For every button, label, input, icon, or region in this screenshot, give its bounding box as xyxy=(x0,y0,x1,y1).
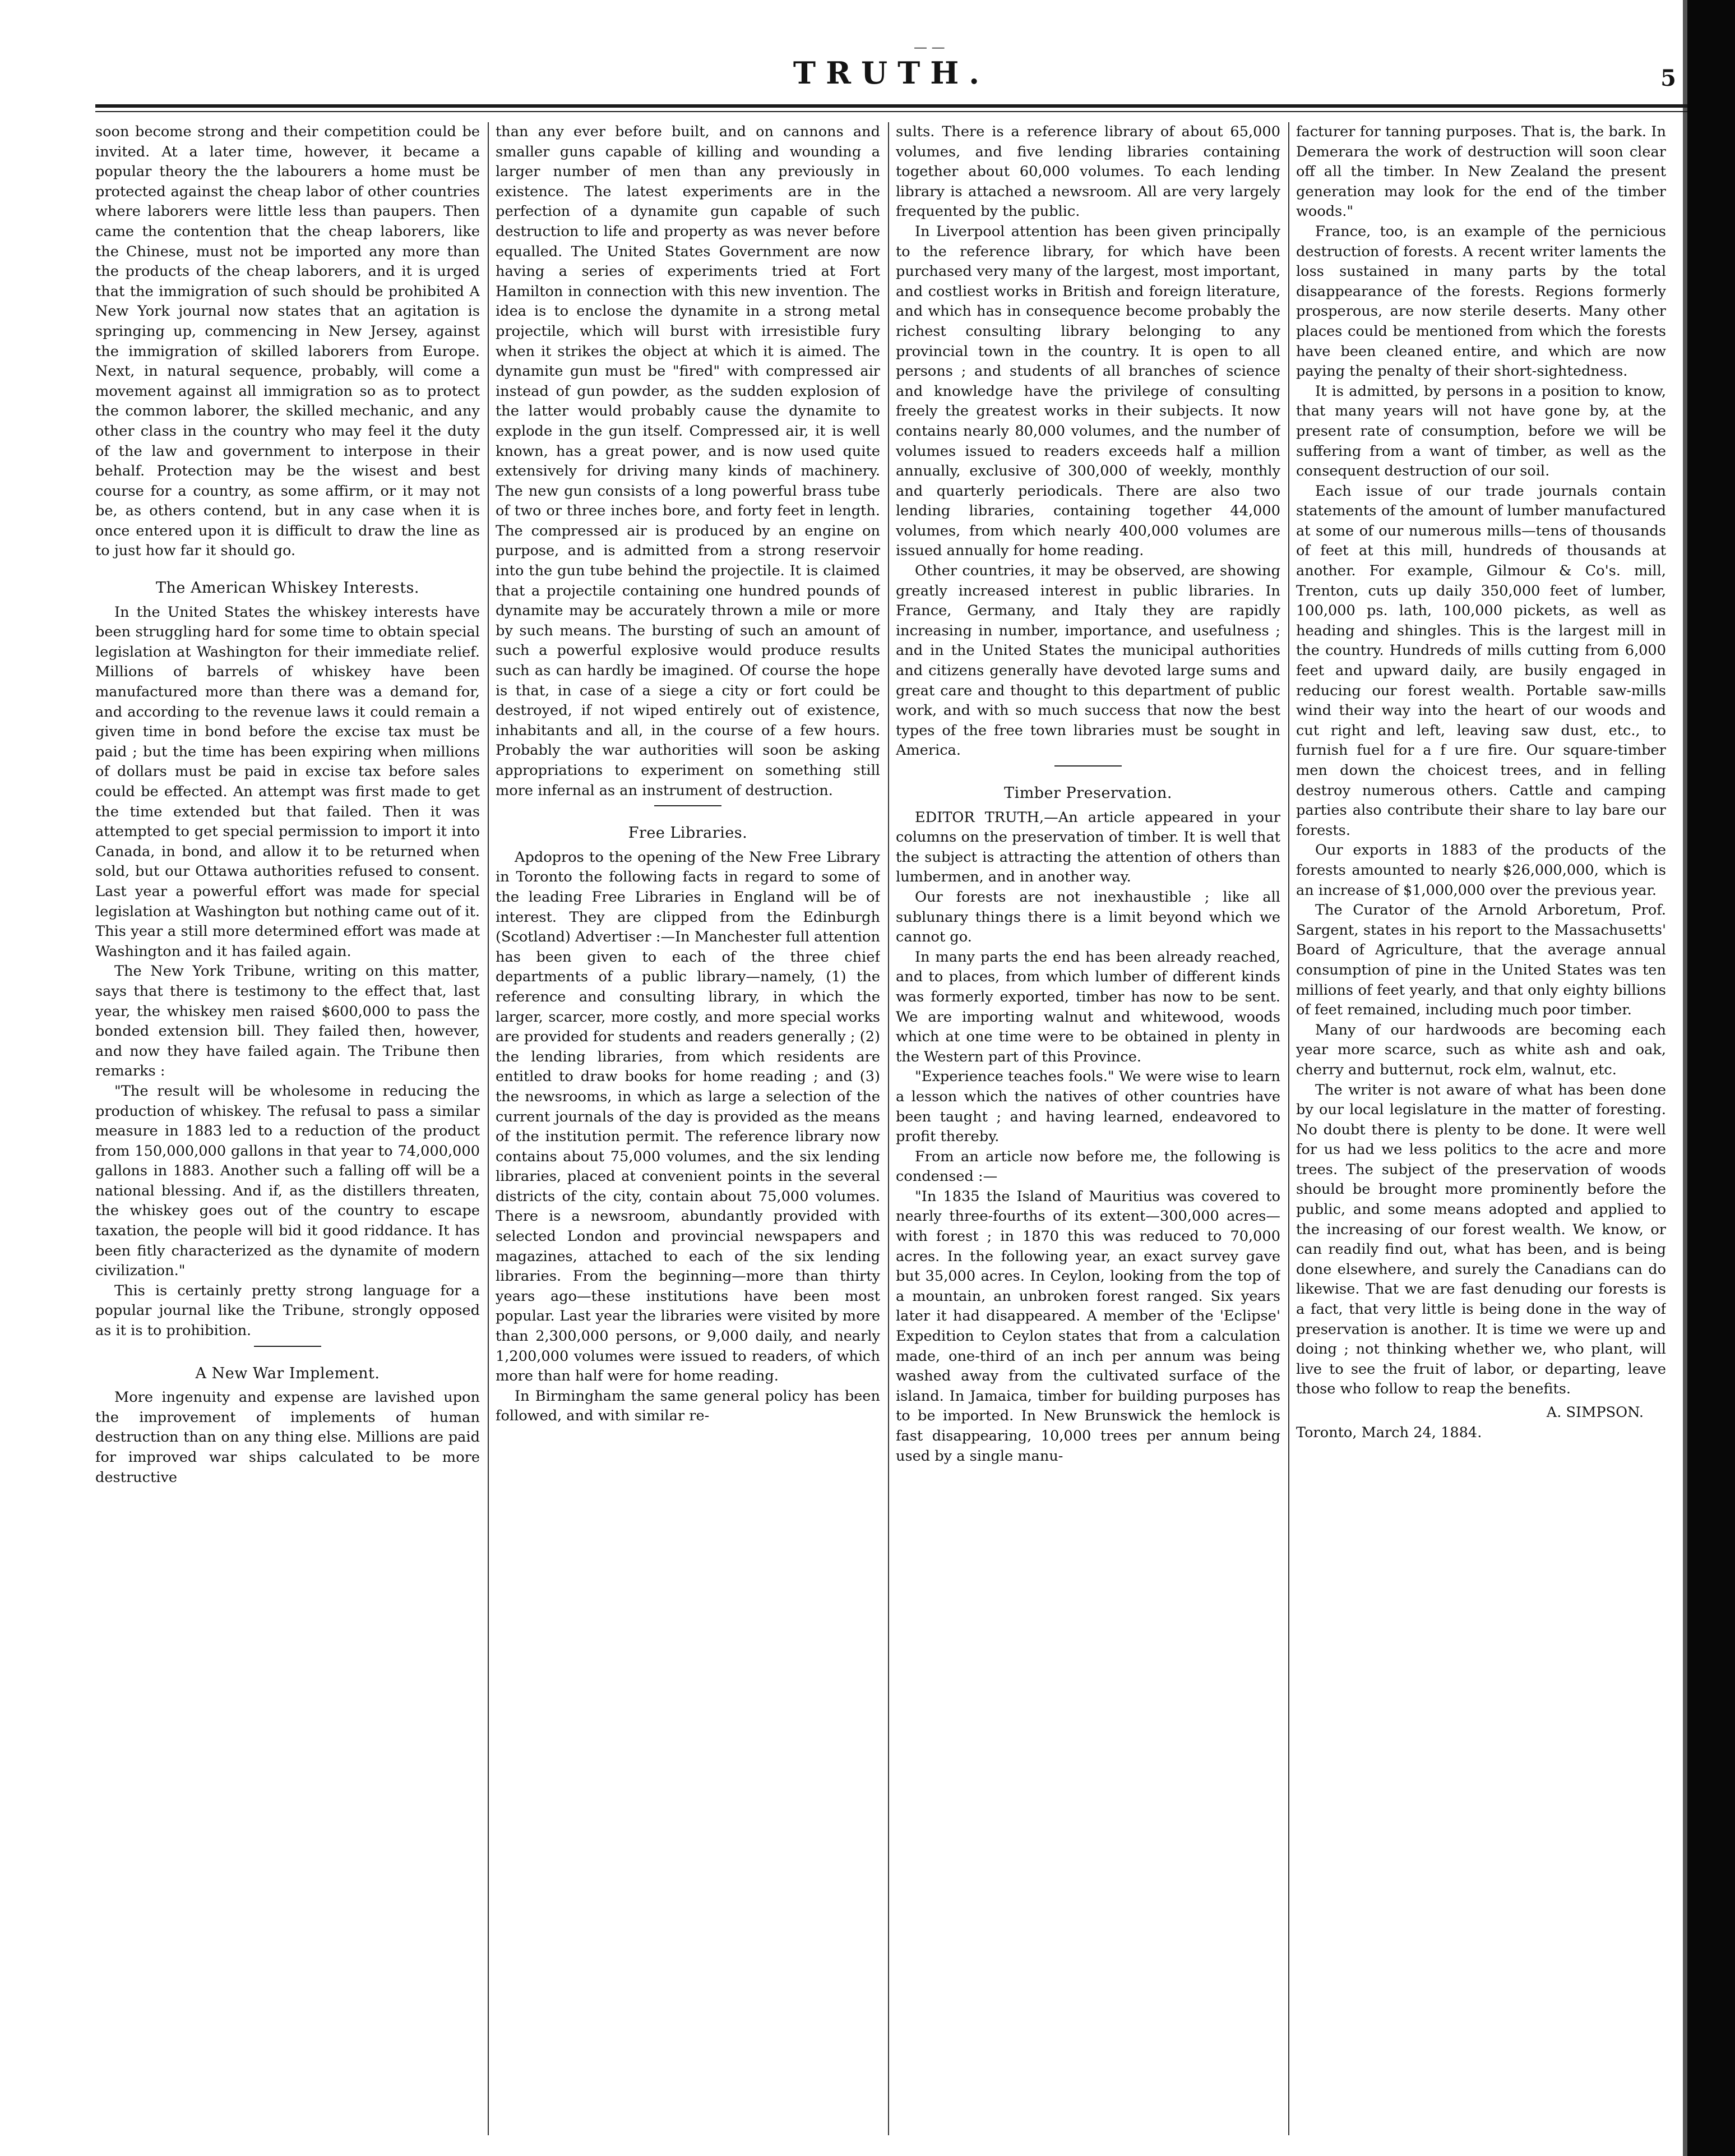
column-divider xyxy=(488,122,489,2135)
paragraph: In Birmingham the same general policy has been followed, and with similar re- xyxy=(496,1387,880,1425)
paragraph: Other countries, it may be observed, are showing greatly increased interest in public libraries. In France, Germany, and Italy they are rapidly increasing in number, importance, and usefulness ; and in the United States the municipal authorities and citizens generally have devoted large sums and great care and thought to this department of public work, and with so much success that now the best types of the free town libraries must be sought in America. xyxy=(896,562,1280,759)
paragraph: In many parts the end has been already reached, and to places, from which lumber of different kinds was formerly exported, timber has now to be sent. We are importing walnut and whitewood, woods which at one time were to be obtained in plenty in the Western part of this Province. xyxy=(896,948,1280,1065)
scan-edge-black xyxy=(1687,0,1735,2156)
paragraph: The Curator of the Arnold Arboretum, Prof. Sargent, states in his report to the Massachusetts' Board of Agriculture, that the average annual consumption of pine in the United States was ten millions of feet yearly, and that only eighty billions of feet remained, including much poor timber. xyxy=(1296,902,1666,1019)
masthead-title: TRUTH. xyxy=(793,55,990,91)
newspaper-page xyxy=(95,0,1687,2156)
paragraph: sults. There is a reference library of about 65,000 volumes, and five lending libraries containing together about 60,000 volumes. To each lending library is attached a newsroom. All are very largely frequented by the public. xyxy=(896,123,1280,220)
paragraph: The New York Tribune, writing on this matter, says that there is testimony to the effect that, last year, the whiskey men raised $600,000 to pass the bonded extension bill. They failed then, however, and now they have failed again. The Tribune then remarks : xyxy=(95,963,480,1080)
paragraph: In Liverpool attention has been given principally to the reference library, for which have been purchased very many of the largest, most important, and costliest works in British and foreign literature, and which has in consequence become probably the richest consulting library belonging to any provincial town in the country. It is open to all persons ; and students of all branches of science and knowledge have the privilege of consulting freely the greatest works in their subjects. It now contains nearly 80,000 volumes, and the number of volumes issued to readers exceeds half a million annually, exclusive of 300,000 of weekly, monthly and quarterly periodicals. There are also two lending libraries, containing together 44,000 volumes, from which nearly 400,000 volumes are issued annually for home reading. xyxy=(896,223,1280,560)
paragraph: EDITOR TRUTH,—An article appeared in your columns on the preservation of timber. It is well that the subject is attracting the attention of others than lumbermen, and in another way. xyxy=(896,809,1280,886)
column-3 xyxy=(896,122,1280,2135)
paragraph: It is admitted, by persons in a position to know, that many years will not have gone by, at the present rate of consumption, before we will be suffering from a want of timber, as well as the consequent destruction of our soil. xyxy=(1296,382,1666,480)
section-rule xyxy=(254,1346,321,1347)
paragraph: Our exports in 1883 of the products of the forests amounted to nearly $26,000,000, which is an increase of $1,000,000 over the previous year. xyxy=(1296,842,1666,899)
paragraph: This is certainly pretty strong language for a popular journal like the Tribune, strongly opposed as it is to prohibition. xyxy=(95,1282,480,1340)
headline-timber-preservation: Timber Preservation. xyxy=(1004,784,1172,802)
paragraph: Each issue of our trade journals contain statements of the amount of lumber manufactured at some of our numerous mills—tens of thousands of feet at this mill, hundreds of thousands at another. For example, Gilmour & Co's. mill, Trenton, cuts up daily 350,000 feet of lumber, 100,000 ps. lath, 100,000 pickets, as well as heading and shingles. This is the largest mill in the country. Hundreds of mills cutting from 6,000 feet and upward daily, are busily engaged in reducing our forest wealth. Portable saw-mills wind their way into the heart of our woods and cut right and left, leaving saw dust, etc., to furnish fuel for a f ure fire. Our square-timber men down the choicest trees, and in felling destroy numerous others. Cattle and camping parties also contribute their share to lay bare our forests. xyxy=(1296,482,1666,839)
article-columns xyxy=(95,122,1687,2135)
paragraph: Many of our hardwoods are becoming each year more scarce, such as white ash and oak, cherry and butternut, rock elm, walnut, etc. xyxy=(1296,1021,1666,1078)
paragraph: facturer for tanning purposes. That is, the bark. In Demerara the work of destruction will soon clear off all the timber. In New Zealand the present generation may look for the end of the timber woods." xyxy=(1296,123,1666,220)
section-rule xyxy=(654,805,721,806)
column-1 xyxy=(95,122,480,2135)
paragraph: soon become strong and their competition could be invited. At a later time, however, it became a popular theory the the labourers a home must be protected against the cheap labor of other countries where laborers were little less than paupers. Then came the contention that the cheap laborers, like the Chinese, must not be imported any more than the products of the cheap laborers, and it is urged that the immigration of such should be prohibited A New York journal now states that an agitation is springing up, commencing in New Jersey, against the immigration of skilled laborers from Europe. Next, in natural sequence, probably, will come a movement against all immigration so as to protect the common laborer, the skilled mechanic, and any other class in the country who may feel it the duty of the law and government to interpose in their behalf. Protection may be the wisest and best course for a country, as some affirm, or it may not be, as others contend, but in any case when it is once entered upon it is difficult to draw the line as to just how far it should go. xyxy=(95,123,480,560)
column-4 xyxy=(1296,122,1666,2135)
paragraph: In the United States the whiskey interests have been struggling hard for some time to obtain special legislation at Washington for their immediate relief. Millions of barrels of whiskey have been manufactured more than there was a demand for, and according to the revenue laws it could remain a given time in bond before the excise tax must be paid ; but the time has been expiring when millions of dollars must be paid in excise tax before sales could be effected. An attempt was first made to get the time extended but that failed. Then it was attempted to get special permission to import it into Canada, in bond, and allow it to be returned when sold, but our Ottawa authorities refused to consent. Last year a powerful effort was made for special legislation at Washington but nothing came out of it. This year a still more determined effort was made at Washington and it has failed again. xyxy=(95,603,480,960)
paragraph: Our forests are not inexhaustible ; like all sublunary things there is a limit beyond which we cannot go. xyxy=(896,888,1280,946)
page-number: 5 xyxy=(1660,65,1676,91)
column-2 xyxy=(496,122,880,2135)
author-signature: A. SIMPSON. xyxy=(1546,1404,1644,1421)
paragraph: than any ever before built, and on cannons and smaller guns capable of killing and wounding a larger number of men than any previously in existence. The latest experiments are in the perfection of a dynamite gun capable of such destruction to life and property as was never before equalled. The United States Government are now having a series of experiments tried at Fort Hamilton in connection with this new invention. The idea is to enclose the dynamite in a strong metal projectile, which will burst with irresistible fury when it strikes the object at which it is aimed. The dynamite gun must be "fired" with compressed air instead of gun powder, as the sudden explosion of the latter would probably cause the dynamite to explode in the gun itself. Compressed air, it is well known, has a great power, and is now used quite extensively for driving many kinds of machinery. The new gun consists of a long powerful brass tube of two or three inches bore, and forty feet in length. The compressed air is produced by an engine on purpose, and is admitted from a strong reservoir into the gun tube behind the projectile. It is claimed that a projectile containing one hundred pounds of dynamite may be accurately thrown a mile or more by such means. The bursting of such an amount of such a powerful explosive would produce results such as can hardly be imagined. Of course the hope is that, in case of a siege a city or fort could be destroyed, if not wiped entirely out of existence, inhabitants and all, in the course of a few hours. Probably the war authorities will soon be asking appropriations to experiment on something still more infernal as an instrument of destruction. xyxy=(496,123,880,799)
paragraph: Apdopros to the opening of the New Free Library in Toronto the following facts in regard to some of the leading Free Libraries in England will be of interest. They are clipped from the Edinburgh (Scotland) Advertiser :—In Manchester full attention has been given to each of the three chief departments of a public library—namely, (1) the reference and consulting library, in which the larger, scarcer, more costly, and more special works are provided for students and readers generally ; (2) the lending libraries, from which residents are entitled to draw books for home reading ; and (3) the newsrooms, in which as large a selection of the current journals of the day is provided as the means of the institution permit. The reference library now contains about 75,000 volumes, and the six lending libraries, placed at convenient points in the several districts of the city, contain about 75,000 volumes. There is a newsroom, abundantly provided with selected London and provincial newspapers and magazines, attached to each of the six lending libraries. From the beginning—more than thirty years ago—these institutions have been most popular. Last year the libraries were visited by more than 2,300,000 persons, or 9,000 daily, and nearly 1,200,000 volumes were issued to readers, of which more than half were for home reading. xyxy=(496,848,880,1385)
page-header xyxy=(95,50,1687,112)
paragraph: "Experience teaches fools." We were wise to learn a lesson which the natives of other countries have been taught ; and having learned, endeavored to profit thereby. xyxy=(896,1068,1280,1146)
header-rule-thin xyxy=(95,111,1687,112)
paragraph: From an article now before me, the following is condensed :— xyxy=(896,1148,1280,1185)
headline-free-libraries: Free Libraries. xyxy=(628,824,748,842)
column-divider xyxy=(888,122,889,2135)
top-mark: — — xyxy=(914,39,945,55)
paragraph: The writer is not aware of what has been done by our local legislature in the matter of foresting. No doubt there is plenty to be done. It were well for us had we less politics to the acre and more trees. The subject of the preservation of woods should be brought more prominently before the public, and some means adopted and applied to the increasing of our forest wealth. We know, or can readily find out, what has been, and is being done elsewhere, and surely the Canadians can do likewise. That we are fast denuding our forests is a fact, that very little is being done in the way of preservation is another. It is time we were up and doing ; not thinking whether we, who plant, will live to see the fruit of labor, or departing, leave those who follow to reap the benefits. xyxy=(1296,1081,1666,1398)
headline-whiskey-interests: The American Whiskey Interests. xyxy=(156,579,419,597)
headline-war-implement: A New War Implement. xyxy=(195,1364,380,1382)
paragraph: More ingenuity and expense are lavished upon the improvement of implements of human destruction than on any thing else. Millions are paid for improved war ships calculated to be more destructive xyxy=(95,1389,480,1486)
header-rule-thick xyxy=(95,104,1687,108)
quotation: "The result will be wholesome in reducing the production of whiskey. The refusal to pass a similar measure in 1883 led to a reduction of the product from 150,000,000 gallons in that year to 74,000,000 gallons in 1883. Another such a falling off will be a national blessing. And if, as the distillers threaten, the whiskey goes out of the country to escape taxation, the people will bid it good riddance. It has been fitly characterized as the dynamite of modern civilization." xyxy=(95,1082,480,1280)
section-rule xyxy=(1054,765,1122,767)
quotation: "In 1835 the Island of Mauritius was covered to nearly three-fourths of its extent—300,000 acres—with forest ; in 1870 this was reduced to 70,000 acres. In the following year, an exact survey gave but 35,000 acres. In Ceylon, looking from the top of a mountain, an unbroken forest ranged. Six years later it had disappeared. A member of the 'Eclipse' Expedition to Ceylon states that from a calculation made, one-third of an inch per annum was being washed away from the cultivated surface of the island. In Jamaica, timber for building purposes has to be imported. In New Brunswick the hemlock is fast disappearing, 10,000 trees per annum being used by a single manu- xyxy=(896,1188,1280,1465)
column-divider xyxy=(1288,122,1289,2135)
paragraph: France, too, is an example of the pernicious destruction of forests. A recent writer laments the loss sustained in many parts by the total disappearance of the forests. Regions formerly prosperous, are now sterile deserts. Many other places could be mentioned from which the forests have been cleaned entire, and which are now paying the penalty of their short-sightedness. xyxy=(1296,223,1666,380)
dateline: Toronto, March 24, 1884. xyxy=(1296,1424,1482,1441)
